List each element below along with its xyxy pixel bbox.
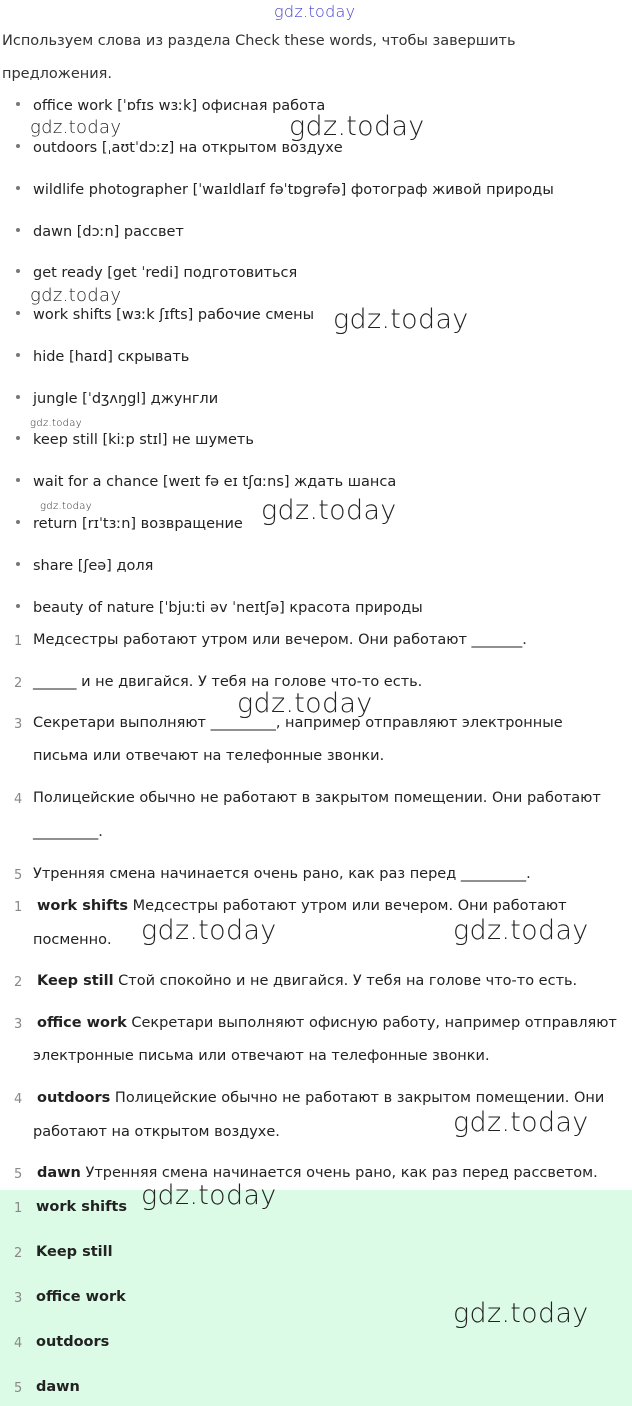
answer-sentence: work shifts Медсестры работают утром или вечером. Они работают: [37, 898, 567, 914]
vocab-item: beauty of nature [ˈbjuːti əv ˈneɪtʃə] красота природы: [16, 600, 423, 616]
task-sentence: ______ и не двигайся. У тебя на голове что-то есть.: [33, 674, 423, 690]
bullet-icon: [16, 144, 20, 148]
answer-sentence: office work Секретари выполняют офисную работу, например отправляют: [37, 1015, 617, 1031]
watermark: gdz.today: [289, 111, 425, 142]
answer-sentence: dawn Утренняя смена начинается очень рано, как раз перед рассветом.: [37, 1165, 598, 1181]
answer-sentence: outdoors Полицейские обычно не работают в закрытом помещении. Они: [37, 1090, 605, 1106]
watermark: gdz.today: [30, 117, 122, 138]
task-number: 3: [14, 717, 23, 732]
bullet-icon: [16, 436, 20, 440]
watermark: gdz.today: [141, 915, 277, 946]
answer-number: 3: [14, 1017, 23, 1032]
short-answer-number: 3: [14, 1291, 23, 1306]
vocab-item: wait for a chance [weɪt fə eɪ tʃɑːns] ждать шанса: [16, 474, 396, 490]
vocab-item: share [ʃeə] доля: [16, 558, 153, 574]
watermark: gdz.today: [237, 688, 373, 719]
answer-sentence-cont: электронные письма или отвечают на телефонные звонки.: [33, 1048, 490, 1064]
bullet-icon: [16, 269, 20, 273]
task-sentence: Полицейские обычно не работают в закрытом помещении. Они работают: [33, 790, 601, 806]
intro-line-1: Используем слова из раздела Check these words, чтобы завершить: [2, 33, 516, 49]
watermark-top: gdz.today: [274, 2, 356, 21]
watermark: gdz.today: [30, 285, 122, 306]
answer-sentence: Keep still Стой спокойно и не двигайся. У тебя на голове что-то есть.: [37, 973, 578, 989]
task-number: 2: [14, 676, 23, 691]
task-sentence: Утренняя смена начинается очень рано, как раз перед _________.: [33, 866, 531, 882]
answer-number: 4: [14, 1092, 23, 1107]
bullet-icon: [16, 604, 20, 608]
bullet-icon: [16, 228, 20, 232]
short-answer-number: 1: [14, 1201, 23, 1216]
task-number: 5: [14, 868, 23, 883]
watermark: gdz.today: [453, 1107, 589, 1138]
vocab-item: hide [haɪd] скрывать: [16, 349, 189, 365]
short-answer: outdoors: [36, 1334, 110, 1350]
short-answer-number: 4: [14, 1336, 23, 1351]
vocab-item: work shifts [wɜːk ʃɪfts] рабочие смены: [16, 307, 314, 323]
answer-number: 5: [14, 1167, 23, 1182]
watermark: gdz.today: [333, 304, 469, 335]
answer-sentence-cont: работают на открытом воздухе.: [33, 1124, 280, 1140]
answer-number: 2: [14, 975, 23, 990]
bullet-icon: [16, 478, 20, 482]
bullet-icon: [16, 562, 20, 566]
short-answer-number: 2: [14, 1246, 23, 1261]
vocab-item: get ready [get ˈredi] подготовиться: [16, 265, 297, 281]
bullet-icon: [16, 353, 20, 357]
bullet-icon: [16, 311, 20, 315]
short-answer: work shifts: [36, 1199, 127, 1215]
vocab-item: office work [ˈɒfɪs wɜːk] офисная работа: [16, 98, 325, 114]
task-sentence-cont: письма или отвечают на телефонные звонки.: [33, 748, 385, 764]
answer-number: 1: [14, 900, 23, 915]
short-answer: dawn: [36, 1379, 80, 1395]
intro-line-2: предложения.: [2, 66, 112, 82]
bullet-icon: [16, 102, 20, 106]
bullet-icon: [16, 186, 20, 190]
vocab-item: return [rɪˈtɜːn] возвращение: [16, 516, 243, 532]
watermark: gdz.today: [261, 495, 397, 526]
bullet-icon: [16, 395, 20, 399]
short-answer-number: 5: [14, 1381, 23, 1396]
answer-sentence-cont: посменно.: [33, 932, 112, 948]
task-sentence-cont: _________.: [33, 824, 103, 840]
bullet-icon: [16, 520, 20, 524]
vocab-item: jungle [ˈdʒʌŋgl] джунгли: [16, 391, 218, 407]
watermark: gdz.today: [141, 1180, 277, 1211]
vocab-item: wildlife photographer [ˈwaɪldlaɪf fəˈtɒgrəfə] фотограф живой природы: [16, 182, 554, 198]
task-sentence: Медсестры работают утром или вечером. Они работают _______.: [33, 632, 527, 648]
task-sentence: Секретари выполняют _________, например отправляют электронные: [33, 715, 563, 731]
vocab-item: outdoors [ˌaʊtˈdɔːz] на открытом воздухе: [16, 140, 343, 156]
watermark: gdz.today: [30, 418, 82, 429]
watermark: gdz.today: [40, 501, 92, 512]
task-number: 1: [14, 634, 23, 649]
vocab-item: keep still [kiːp stɪl] не шуметь: [16, 432, 254, 448]
short-answer: Keep still: [36, 1244, 113, 1260]
watermark: gdz.today: [453, 915, 589, 946]
short-answer: office work: [36, 1289, 126, 1305]
vocab-item: dawn [dɔːn] рассвет: [16, 224, 184, 240]
task-number: 4: [14, 792, 23, 807]
watermark: gdz.today: [453, 1298, 589, 1329]
